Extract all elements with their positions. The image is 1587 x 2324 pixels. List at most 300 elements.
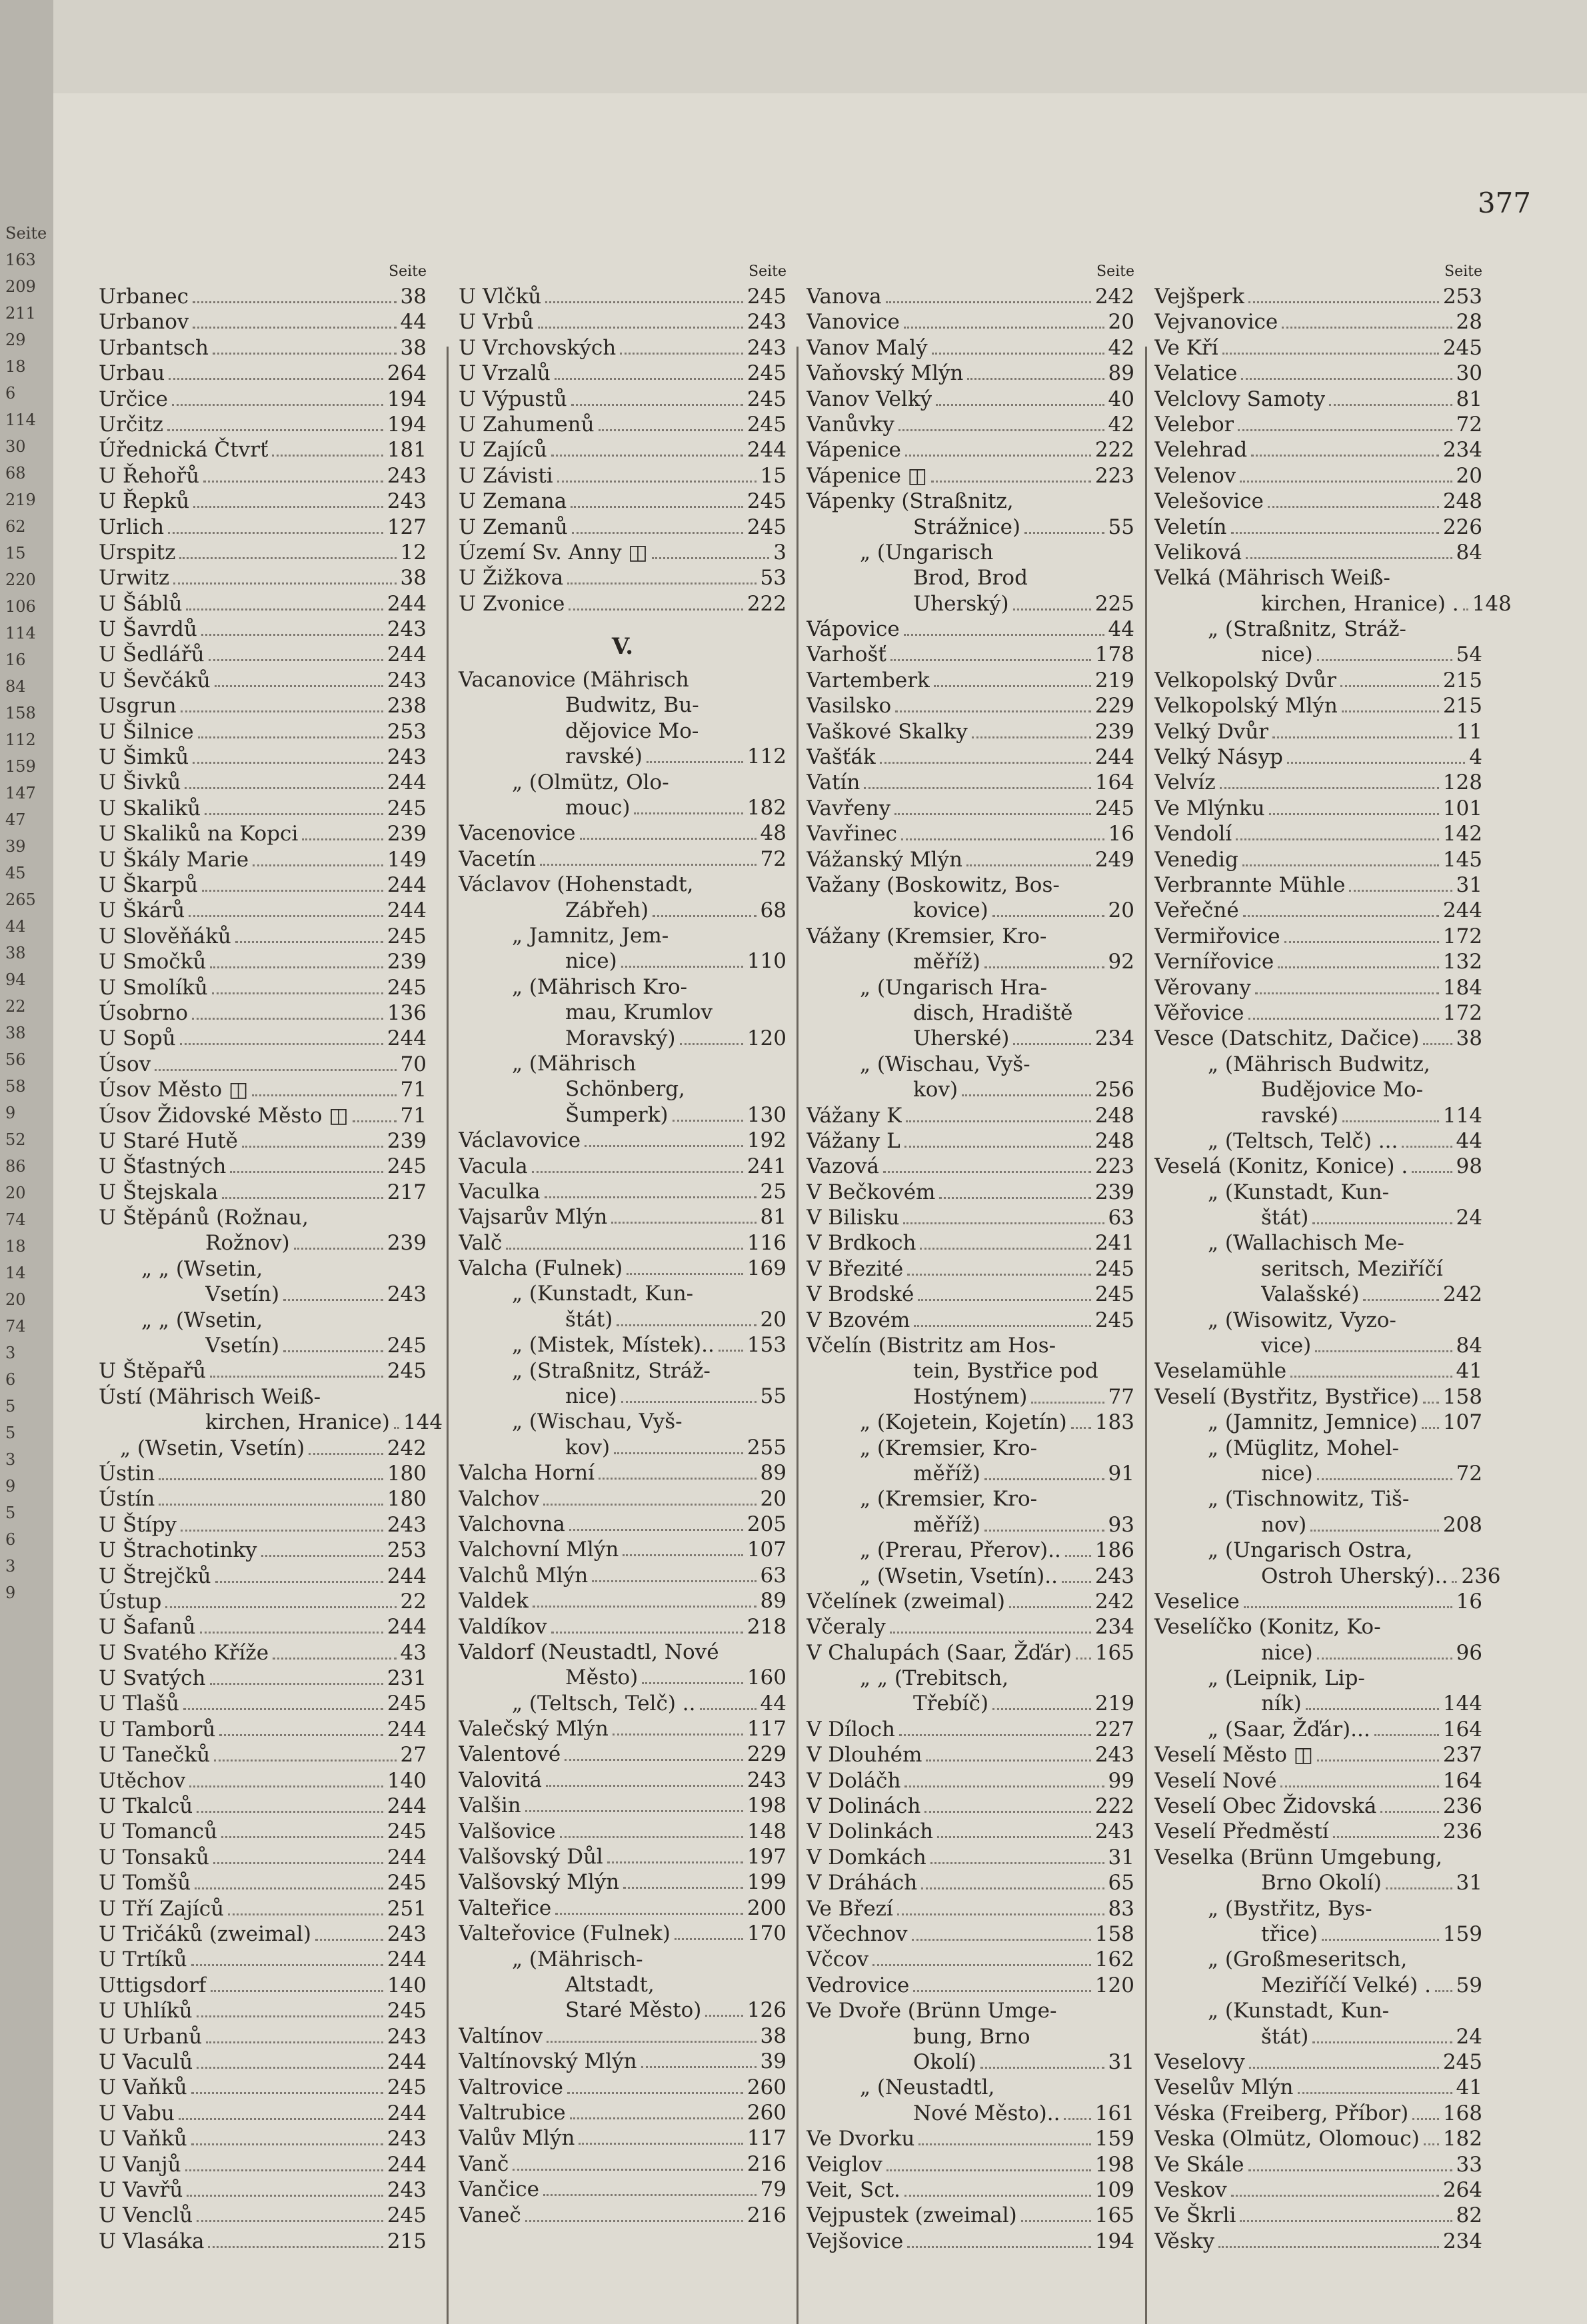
page-ref: 159	[1442, 1922, 1482, 1946]
place-name: Včcov	[806, 1947, 869, 1972]
index-entry	[806, 770, 1134, 795]
place-name: Veletín	[1154, 515, 1227, 539]
dot-leader	[180, 1043, 383, 1045]
dot-leader	[1349, 890, 1452, 892]
page-ref: 248	[1094, 1103, 1134, 1128]
page-ref: 234	[1442, 438, 1482, 463]
index-entry	[459, 1819, 787, 1844]
place-name: Valtínov	[459, 2023, 543, 2048]
place-name: Veselí Obec Židovská	[1154, 1794, 1377, 1819]
dot-leader	[1306, 1708, 1439, 1710]
dot-leader	[1240, 2220, 1452, 2222]
page-ref: 245	[747, 361, 787, 386]
index-entry	[99, 821, 427, 846]
margin-number: 74	[5, 1210, 26, 1229]
dot-leader	[551, 1632, 743, 1634]
page-ref: 198	[1094, 2152, 1134, 2177]
index-entry	[99, 1052, 427, 1077]
place-name-part: „ (Bystřitz, Bys-	[1208, 1896, 1372, 1921]
index-entry-continued	[806, 1564, 1134, 1589]
place-name: Vavřeny	[806, 796, 891, 820]
place-name: U Skaliků na Kopci	[99, 822, 299, 846]
dot-leader	[962, 1094, 1091, 1096]
dot-leader	[642, 1682, 743, 1684]
margin-number: 38	[5, 944, 26, 962]
page-ref: 215	[1442, 668, 1482, 692]
index-entry	[1154, 489, 1482, 514]
dot-leader	[197, 2015, 383, 2017]
page-ref: 215	[387, 2229, 427, 2253]
page-ref: 42	[1108, 335, 1134, 360]
page-ref: 205	[747, 1512, 787, 1536]
index-entry	[99, 1512, 427, 1538]
place-name: Valovitá	[459, 1767, 542, 1792]
index-entry-continued	[1154, 1921, 1482, 1947]
page-ref: 243	[387, 1282, 427, 1307]
place-name-part: Ústí (Mährisch Weiß-	[99, 1384, 321, 1409]
place-name-part: nov)	[1261, 1512, 1307, 1537]
place-name: Valtrovice	[459, 2075, 564, 2099]
page-ref: 24	[1456, 1206, 1482, 1230]
dot-leader	[1240, 481, 1452, 483]
page-ref: 92	[1108, 950, 1134, 974]
page-ref: 245	[387, 2203, 427, 2228]
place-name-part: „ (Mährisch Budwitz,	[1208, 1052, 1430, 1076]
place-name-part: mouc)	[565, 796, 631, 820]
index-entry	[459, 361, 787, 386]
page-ref: 16	[1108, 822, 1134, 846]
place-name: Valteřovice (Fulnek)	[459, 1921, 671, 1946]
page-ref: 245	[387, 1359, 427, 1384]
place-name: V Dráhách	[806, 1871, 918, 1895]
page-ref: 81	[760, 1205, 787, 1230]
place-name: U Zahumenů	[459, 412, 595, 437]
place-name-part: „ (Prerau, Přerov)..	[860, 1538, 1061, 1563]
margin-number: 47	[5, 810, 26, 829]
dot-leader	[1268, 506, 1439, 508]
page-ref: 245	[387, 1871, 427, 1895]
index-entry	[99, 744, 427, 770]
page-ref: 48	[760, 821, 787, 846]
index-entry	[459, 1128, 787, 1153]
index-entry-part	[806, 1052, 1134, 1077]
index-entry	[806, 1947, 1134, 1972]
place-name-part: seritsch, Meziříčí	[1261, 1256, 1443, 1281]
page-ref: 242	[1094, 1589, 1134, 1614]
index-entry	[1154, 2126, 1482, 2151]
index-entry	[99, 616, 427, 642]
index-entry-continued	[459, 1307, 787, 1332]
dot-leader	[913, 1990, 1090, 1992]
page-ref: 245	[747, 515, 787, 539]
place-name: U Štrachotinky	[99, 1538, 257, 1563]
index-entry	[459, 1204, 787, 1230]
place-name: U Škarpů	[99, 872, 199, 897]
page-ref: 243	[387, 1922, 427, 1946]
index-entry-part	[806, 1998, 1134, 2023]
dot-leader	[208, 2246, 383, 2248]
place-name: U Sopů	[99, 1026, 176, 1051]
dot-leader	[192, 1018, 383, 1020]
index-entry	[806, 1282, 1134, 1307]
page-ref: 84	[1456, 1334, 1482, 1358]
place-name-part: „ (Mistek, Místek)..	[512, 1333, 715, 1358]
page-ref: 222	[1094, 438, 1134, 463]
dot-leader	[880, 762, 1091, 764]
seite-header: Seite	[749, 263, 787, 280]
index-column-1	[99, 260, 443, 2254]
place-name: V Díloch	[806, 1717, 895, 1742]
dot-leader	[883, 1171, 1091, 1173]
page-ref: 162	[1094, 1947, 1134, 1972]
dot-leader	[1463, 608, 1468, 610]
page-ref: 148	[1472, 591, 1512, 616]
index-entry-part	[806, 2024, 1134, 2049]
index-entry	[459, 2203, 787, 2228]
page-ref: 236	[1442, 1819, 1482, 1844]
index-entry	[99, 591, 427, 616]
index-entry	[99, 565, 427, 590]
place-name-part: „ (Saar, Žďár)...	[1208, 1717, 1370, 1742]
place-name-part: štát)	[565, 1307, 613, 1332]
dot-leader	[886, 301, 1091, 303]
dot-leader	[1244, 1606, 1452, 1608]
place-name: Valč	[459, 1230, 503, 1255]
page-ref: 84	[1456, 540, 1482, 565]
place-name: Velký Dvůr	[1154, 719, 1269, 744]
dot-leader	[203, 481, 383, 483]
dot-leader	[1248, 301, 1439, 303]
place-name: Veselí Předměstí	[1154, 1819, 1329, 1844]
page-ref: 109	[1094, 2177, 1134, 2202]
dot-leader	[627, 1273, 743, 1275]
page-ref: 41	[1456, 2075, 1482, 2100]
place-name: U Svatých	[99, 1666, 206, 1691]
dot-leader	[1422, 1427, 1439, 1429]
place-name: U Vaňků	[99, 2075, 187, 2100]
index-entry	[806, 642, 1134, 667]
dot-leader	[571, 404, 743, 406]
margin-number: 6	[5, 384, 16, 403]
page-ref: 223	[1094, 1154, 1134, 1179]
place-name: Vaškové Skalky	[806, 719, 968, 744]
index-entry-continued	[1154, 1640, 1482, 1666]
index-entry	[1154, 1358, 1482, 1384]
index-entry	[99, 642, 427, 667]
place-name-part: Schönberg,	[565, 1077, 685, 1102]
place-name: Věrovany	[1154, 975, 1251, 1000]
place-name-part: Vacanovice (Mährisch	[459, 668, 689, 692]
margin-number: Seite	[5, 224, 47, 243]
place-name: Veselův Mlýn	[1154, 2075, 1294, 2100]
page-ref: 244	[747, 438, 787, 463]
index-entry	[99, 1180, 427, 1205]
dot-leader	[557, 481, 757, 483]
page-ref: 219	[1094, 1692, 1134, 1716]
place-name: V Bečkovém	[806, 1180, 936, 1204]
place-name: Ve Škrli	[1154, 2203, 1236, 2228]
page-ref: 194	[1094, 2229, 1134, 2253]
place-name: U Škály Marie	[99, 847, 249, 872]
margin-number: 114	[5, 624, 36, 642]
index-entry	[99, 1793, 427, 1819]
margin-number: 58	[5, 1077, 26, 1096]
place-name: Vernířovice	[1154, 950, 1274, 974]
place-name: U Zemana	[459, 489, 567, 514]
place-name: U Smolíků	[99, 975, 208, 1000]
page-ref: 83	[1108, 1896, 1134, 1921]
page-ref: 245	[747, 489, 787, 514]
index-entry	[459, 2049, 787, 2074]
dot-leader	[903, 1222, 1104, 1224]
margin-number: 62	[5, 517, 26, 536]
place-name: Vendolí	[1154, 822, 1232, 846]
page-ref: 245	[387, 1154, 427, 1179]
dot-leader	[1236, 838, 1439, 840]
dot-leader	[242, 1146, 383, 1148]
index-entry-continued	[459, 898, 787, 923]
index-entry	[459, 2177, 787, 2202]
index-entry	[459, 2100, 787, 2125]
index-entry-part	[99, 1308, 427, 1333]
dot-leader	[302, 838, 383, 840]
index-entry	[459, 565, 787, 590]
dot-leader	[1423, 1043, 1452, 1045]
page-ref: 89	[760, 1589, 787, 1614]
place-name: Veselí Nové	[1154, 1768, 1277, 1793]
dot-leader	[1243, 915, 1439, 917]
page-ref: 243	[1094, 1819, 1134, 1844]
place-name: Venedig	[1154, 847, 1238, 872]
page-ref: 145	[1442, 847, 1482, 872]
index-entry-continued	[806, 1538, 1134, 1563]
place-name: U Závisti	[459, 463, 553, 488]
place-name-part: Ve Dvoře (Brünn Umge-	[806, 1999, 1057, 2023]
index-entry-part	[459, 923, 787, 948]
place-name: Velenov	[1154, 463, 1236, 488]
place-name: Valcha Horní	[459, 1461, 595, 1486]
page-ref: 244	[387, 1615, 427, 1640]
page-ref: 245	[747, 412, 787, 437]
margin-number: 9	[5, 1477, 16, 1496]
page-ref: 253	[1442, 285, 1482, 309]
index-entry	[1154, 1154, 1482, 1179]
place-name: Vasilsko	[806, 694, 892, 718]
index-entry-part	[459, 1640, 787, 1665]
page-ref: 25	[760, 1179, 787, 1204]
page-ref: 244	[387, 2101, 427, 2125]
dot-leader	[1329, 404, 1452, 406]
dot-leader	[1013, 1043, 1090, 1045]
place-name: Vermiřovice	[1154, 924, 1280, 948]
page-ref: 70	[400, 1052, 427, 1076]
place-name-part: „ (Wsetin, Vsetín)	[120, 1436, 305, 1460]
place-name-part: nice)	[1261, 1461, 1313, 1486]
dot-leader	[273, 1658, 396, 1660]
dot-leader	[569, 608, 743, 610]
index-entry-continued	[806, 1384, 1134, 1410]
margin-number: 3	[5, 1557, 16, 1576]
place-name-part: Zábřeh)	[565, 898, 649, 922]
index-entry	[806, 847, 1134, 872]
index-entry-continued	[806, 1026, 1134, 1051]
dot-leader	[899, 1734, 1091, 1736]
dot-leader	[680, 1043, 743, 1045]
place-name: U Vabu	[99, 2101, 175, 2125]
page-ref: 243	[387, 745, 427, 770]
index-entry	[1154, 284, 1482, 309]
page-ref: 199	[747, 1870, 787, 1895]
page-ref: 239	[387, 822, 427, 846]
index-entry	[806, 1256, 1134, 1282]
place-name: Velehrad	[1154, 438, 1248, 463]
page-ref: 44	[1108, 617, 1134, 642]
index-entry	[1154, 898, 1482, 923]
index-entry-continued	[1154, 1103, 1482, 1128]
place-name: U Staré Hutě	[99, 1128, 238, 1153]
index-entry	[806, 1845, 1134, 1870]
place-name: U Šilnice	[99, 719, 194, 744]
margin-number: 5	[5, 1397, 16, 1416]
page-ref: 126	[747, 1998, 787, 2023]
place-name: Valcha (Fulnek)	[459, 1256, 623, 1281]
index-entry-part	[1154, 1052, 1482, 1077]
index-entry	[459, 1537, 787, 1562]
index-entry	[1154, 949, 1482, 974]
dot-leader	[230, 1171, 383, 1173]
place-name: Vážanský Mlýn	[806, 847, 962, 872]
page-ref: 44	[400, 310, 427, 335]
page-ref: 243	[747, 310, 787, 335]
margin-number: 219	[5, 491, 36, 509]
index-entry	[1154, 515, 1482, 540]
page-ref: 144	[1442, 1692, 1482, 1716]
index-entry	[99, 1026, 427, 1051]
margin-number: 6	[5, 1530, 16, 1549]
column-rule	[1145, 347, 1147, 2324]
index-entry	[806, 1230, 1134, 1256]
page-ref: 161	[1094, 2101, 1134, 2125]
dot-leader	[1452, 1581, 1457, 1583]
index-entry	[1154, 2049, 1482, 2075]
dot-leader	[567, 582, 756, 584]
page-ref: 264	[1442, 2177, 1482, 2202]
page-ref: 4	[1469, 745, 1482, 770]
place-name: Úsov	[99, 1052, 151, 1076]
index-entry	[99, 1614, 427, 1640]
margin-number: 74	[5, 1317, 26, 1336]
place-name: Vaňovský Mlýn	[806, 361, 964, 386]
place-name-part: Uherské)	[913, 1026, 1010, 1051]
page-ref: 16	[1456, 1589, 1482, 1614]
column-rule	[447, 347, 449, 2324]
page-ref: 242	[1442, 1282, 1482, 1307]
index-entry	[806, 719, 1134, 744]
page-ref: 249	[1094, 847, 1134, 872]
page-ref: 82	[1456, 2203, 1482, 2228]
index-entry	[459, 335, 787, 361]
page-ref: 72	[1456, 1461, 1482, 1486]
dot-leader	[172, 404, 383, 406]
page-ref: 55	[760, 1384, 787, 1409]
place-name: V Dlouhém	[806, 1743, 922, 1767]
page-ref: 241	[747, 1154, 787, 1178]
dot-leader	[1269, 813, 1439, 815]
dot-leader	[904, 1785, 1104, 1787]
index-entry	[459, 1460, 787, 1486]
place-name: U Vrzalů	[459, 361, 551, 386]
index-entry	[806, 2203, 1134, 2228]
index-entry	[806, 309, 1134, 335]
place-name: Vápenice	[806, 438, 901, 463]
place-name: Vanov Malý	[806, 335, 928, 360]
page-ref: 38	[760, 2023, 787, 2048]
dot-leader	[719, 1350, 743, 1352]
index-entry	[99, 898, 427, 923]
index-entry	[99, 2126, 427, 2151]
dot-leader	[611, 1222, 756, 1224]
place-name: Veska (Olmütz, Olomouc)	[1154, 2127, 1420, 2151]
place-name: U Šťastných	[99, 1154, 227, 1179]
margin-number: 163	[5, 251, 36, 269]
dot-leader	[193, 301, 397, 303]
index-entry	[1154, 2177, 1482, 2203]
page-ref: 208	[1442, 1512, 1482, 1537]
dot-leader	[1255, 992, 1439, 994]
dot-leader	[872, 1964, 1091, 1966]
index-entry	[459, 591, 787, 616]
page-ref: 243	[387, 463, 427, 488]
place-name-part: „ (Kunstadt, Kun-	[512, 1282, 694, 1306]
place-name: U Vaňků	[99, 2127, 187, 2151]
page-ref: 244	[387, 1717, 427, 1742]
index-entry-part	[1154, 1256, 1482, 1282]
dot-leader	[901, 838, 1104, 840]
margin-number: 209	[5, 277, 36, 296]
index-entry-continued	[1154, 1282, 1482, 1307]
place-name: Veselamühle	[1154, 1359, 1287, 1384]
index-column-4	[1154, 260, 1512, 2254]
dot-leader	[1218, 2246, 1439, 2248]
dot-leader	[1062, 1581, 1091, 1583]
dot-leader	[1312, 2041, 1452, 2043]
dot-leader	[572, 532, 743, 534]
margin-number: 9	[5, 1584, 16, 1602]
place-name: U Vavřů	[99, 2177, 183, 2202]
page-ref: 234	[1094, 1615, 1134, 1640]
index-entry	[99, 1998, 427, 2023]
index-entry-part	[806, 872, 1134, 898]
page-number: 377	[1477, 187, 1531, 219]
margin-number: 15	[5, 544, 26, 563]
index-entry	[806, 744, 1134, 770]
index-entry	[1154, 412, 1482, 437]
margin-number: 86	[5, 1157, 26, 1176]
index-entry-part	[806, 1666, 1134, 1691]
place-name-part: U Štěpánů (Rožnau,	[99, 1206, 309, 1230]
dot-leader	[904, 1146, 1091, 1148]
dot-leader	[533, 1606, 757, 1608]
dot-leader	[1298, 2092, 1452, 2094]
dot-leader	[551, 455, 743, 457]
index-entry-part	[806, 540, 1134, 565]
place-name-part: štát)	[1261, 1206, 1309, 1230]
index-entry-continued	[1154, 1410, 1482, 1435]
place-name: U Smočků	[99, 950, 207, 974]
page-ref: 71	[400, 1103, 427, 1128]
index-entry-continued	[1154, 1717, 1482, 1742]
index-entry-part	[806, 489, 1134, 514]
